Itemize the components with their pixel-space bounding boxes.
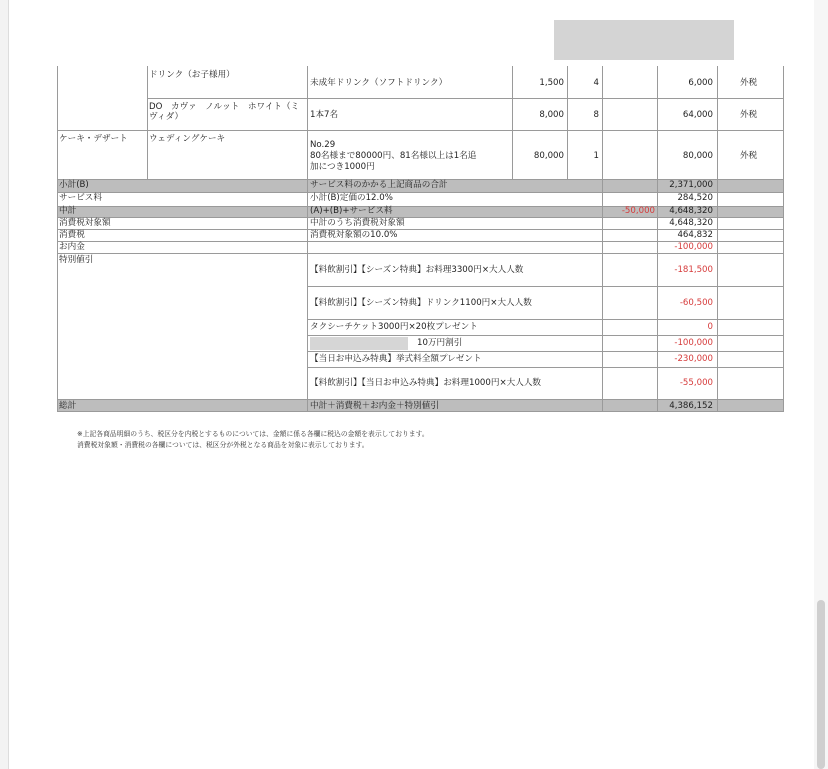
tax-type: 外税 bbox=[740, 151, 758, 161]
item-detail: 80名様まで80000円、81名様以上は1名追 bbox=[310, 151, 477, 161]
quantity: 4 bbox=[593, 78, 599, 88]
special-discount-label: 特別値引 bbox=[59, 255, 94, 265]
summary-desc: サービス料のかかる上記商品の合計 bbox=[310, 180, 448, 190]
discount-desc: 【料飲割引】【当日お申込み特典】お料理1000円×大人人数 bbox=[310, 378, 542, 388]
row-divider bbox=[57, 253, 783, 254]
item-detail: 未成年ドリンク（ソフトドリンク） bbox=[310, 78, 448, 88]
col-divider bbox=[783, 66, 784, 412]
summary-label: 消費税対象額 bbox=[59, 218, 111, 228]
col-divider bbox=[57, 66, 58, 412]
summary-value: -100,000 bbox=[674, 242, 713, 252]
discount-value: 0 bbox=[707, 322, 713, 332]
summary-desc: 小計(B)定価の12.0% bbox=[310, 193, 393, 203]
summary-desc: (A)+(B)+サービス料 bbox=[310, 206, 393, 216]
summary-label: 消費税 bbox=[59, 230, 85, 240]
tax-type: 外税 bbox=[740, 78, 758, 88]
row-divider bbox=[307, 335, 783, 336]
summary-label: 小計(B) bbox=[59, 180, 89, 190]
item-name: ウェディングケーキ bbox=[149, 134, 226, 144]
quantity: 1 bbox=[593, 151, 599, 161]
amount: 64,000 bbox=[682, 110, 713, 120]
discount-value: -55,000 bbox=[679, 378, 713, 388]
unit-price: 1,500 bbox=[539, 78, 564, 88]
summary-label: お内金 bbox=[59, 242, 85, 252]
item-name: DO カヴァ ノルット ホワイト（ミ bbox=[149, 102, 300, 112]
total-label: 総計 bbox=[59, 401, 77, 411]
summary-value: 284,520 bbox=[677, 193, 713, 203]
summary-value: 4,648,320 bbox=[669, 206, 713, 216]
invoice-table bbox=[57, 66, 783, 412]
summary-label: サービス料 bbox=[59, 193, 102, 203]
discount-desc: 10万円割引 bbox=[417, 338, 463, 348]
amount: 80,000 bbox=[682, 151, 713, 161]
footnote: 消費税対象額・消費税の各欄については、税区分が外税となる商品を対象に表示しております。 bbox=[77, 441, 369, 449]
vertical-scrollbar[interactable] bbox=[814, 0, 828, 769]
discount-value: -230,000 bbox=[674, 354, 713, 364]
redacted-text-block bbox=[310, 337, 408, 350]
discount-value: -60,500 bbox=[679, 298, 713, 308]
discount-desc: タクシーチケット3000円×20枚プレゼント bbox=[310, 322, 478, 332]
scrollbar-thumb[interactable] bbox=[817, 600, 825, 769]
redacted-header-block bbox=[554, 20, 734, 60]
summary-value: 464,832 bbox=[677, 230, 713, 240]
col-divider bbox=[147, 66, 148, 179]
item-detail: 加につき1000円 bbox=[310, 162, 375, 172]
unit-price: 8,000 bbox=[539, 110, 564, 120]
amount: 6,000 bbox=[688, 78, 713, 88]
col-divider bbox=[717, 66, 718, 412]
col-divider bbox=[307, 66, 308, 412]
discount-value: -181,500 bbox=[674, 265, 713, 275]
row-divider bbox=[147, 98, 783, 99]
footnote: ※上記各商品明細のうち、税区分を内税とするものについては、金額に係る各欄に税込の金額を表示しております。 bbox=[77, 430, 429, 438]
summary-desc: 中計のうち消費税対象額 bbox=[310, 218, 405, 228]
summary-value: 4,648,320 bbox=[669, 218, 713, 228]
discount-desc: 【料飲割引】【シーズン特典】お料理3300円×大人人数 bbox=[310, 265, 524, 275]
summary-label: 中計 bbox=[59, 206, 77, 216]
summary-desc: 消費税対象額の10.0% bbox=[310, 230, 398, 240]
row-divider bbox=[57, 130, 783, 131]
item-name: ドリンク（お子様用） bbox=[149, 70, 235, 80]
row-divider bbox=[307, 319, 783, 320]
item-detail: 1本7名 bbox=[310, 110, 339, 120]
item-detail: No.29 bbox=[310, 140, 336, 150]
row-divider bbox=[307, 286, 783, 287]
row-divider bbox=[57, 411, 783, 412]
summary-value: 2,371,000 bbox=[669, 180, 713, 190]
row-divider bbox=[307, 367, 783, 368]
row-divider bbox=[307, 351, 783, 352]
unit-price: 80,000 bbox=[533, 151, 564, 161]
col-divider bbox=[602, 66, 603, 412]
category-name: ケーキ・デザート bbox=[59, 134, 128, 144]
discount-desc: 【料飲割引】【シーズン特典】ドリンク1100円×大人人数 bbox=[310, 298, 532, 308]
total-value: 4,386,152 bbox=[669, 401, 713, 411]
quantity: 8 bbox=[593, 110, 599, 120]
summary-discount: -50,000 bbox=[621, 206, 655, 216]
tax-type: 外税 bbox=[740, 110, 758, 120]
discount-value: -100,000 bbox=[674, 338, 713, 348]
total-desc: 中計＋消費税＋お内金＋特別値引 bbox=[310, 401, 439, 411]
document-page bbox=[8, 0, 816, 769]
discount-desc: 【当日お申込み特典】挙式料全額プレゼント bbox=[310, 354, 482, 364]
item-name: ヴィダ） bbox=[149, 112, 184, 122]
row-divider bbox=[57, 399, 783, 400]
